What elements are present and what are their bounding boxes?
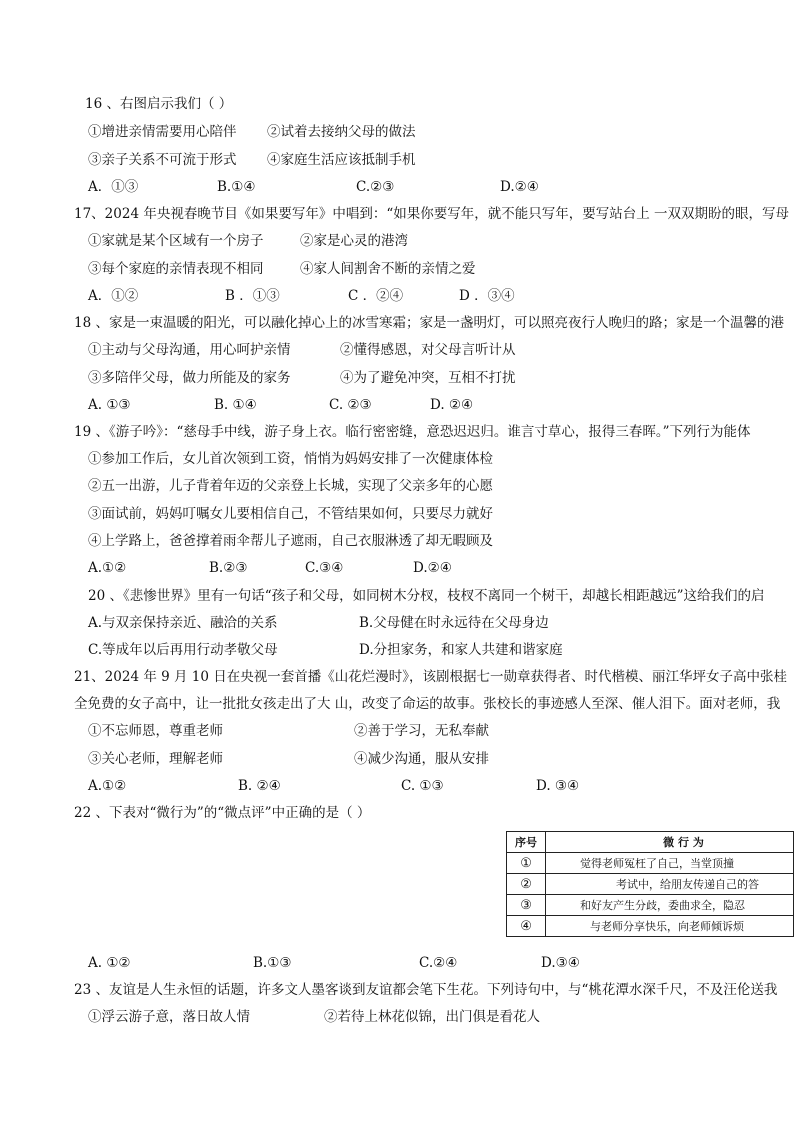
q21-choice-1: ①不忘师恩，尊重老师 [88,723,223,739]
question-19-stem: 19 、《游子吟》：“慈母手中线，游子身上衣。临行密密缝，意恐迟迟归。谁言寸草心，报得三春晖。”下列行为能体 [74,424,751,440]
table-header-row [507,832,794,853]
q19-choice-1: ①参加工作后，女儿首次领到工资，悄悄为妈妈安排了一次健康体检 [88,451,493,467]
q18-option-c: C. ②③ [329,397,372,413]
q17-choice-4: ④家人间割舍不断的亲情之爱 [300,261,476,277]
q23-choice-1: ①浮云游子意，落日故人情 [88,1009,250,1025]
table-cell-index: ④ [507,916,546,937]
q19-choice-3: ③面试前，妈妈叮嘱女儿要相信自己，不管结果如何，只要尽力就好 [88,506,493,522]
question-21-stem-line2: 全免费的女子高中，让一批批女孩走出了大 山，改变了命运的故事。张校长的事迹感人至深、催人泪下。面对老师，我 [74,696,781,712]
q17-choice-3: ③每个家庭的亲情表现不相同 [88,261,264,277]
q19-option-d: D.②④ [413,560,452,576]
q16-option-c: C.②③ [356,179,395,195]
q21-option-b: B. ②④ [238,778,281,794]
q20-option-c: C.等成年以后再用行动孝敬父母 [88,642,278,658]
behavior-table [506,831,794,937]
q21-option-d: D. ③④ [536,778,580,794]
table-row [507,874,794,895]
table-row [507,895,794,916]
q19-option-c: C.③④ [305,560,344,576]
q19-choice-4: ④上学路上，爸爸撑着雨伞帮儿子遮雨，自己衣服淋透了却无暇顾及 [88,533,493,549]
q22-option-a: A. ①② [88,955,131,971]
question-17-stem: 17、2024 年央视春晚节目《如果要写年》中唱到：“如果你要写年，就不能只写年，要写站台上 一双双期盼的眼，写母 [74,206,790,222]
q18-option-a: A. ①③ [88,397,131,413]
q18-option-b: B. ①④ [214,397,257,413]
table-header-behavior: 微 行 为 [546,832,794,853]
q17-option-b: B ．①③ [225,288,280,304]
question-23-stem: 23 、友谊是人生永恒的话题，许多文人墨客谈到友谊都会笔下生花。下列诗句中，与“桃花潭水深千尺，不及汪伦送我 [74,982,778,998]
table-cell-behavior: 与老师分享快乐，向老师倾诉烦 [546,916,794,937]
q18-choice-2: ②懂得感恩，对父母言听计从 [340,342,516,358]
q21-choice-4: ④减少沟通，服从安排 [354,751,489,767]
q21-choice-3: ③关心老师，理解老师 [88,751,223,767]
q22-option-c: C.②④ [419,955,458,971]
question-20-stem: 20 、《悲惨世界》里有一句话“孩子和父母，如同树木分杈，枝杈不离同一个树干，却越长相距越远”这给我们的启 [88,588,765,604]
q21-option-a: A.①② [88,778,127,794]
q21-choice-2: ②善于学习，无私奉献 [354,723,489,739]
q17-option-c: C ．②④ [348,288,404,304]
question-22-stem: 22 、下表对“微行为”的“微点评”中正确的是（ ） [74,805,371,821]
q18-choice-3: ③多陪伴父母，做力所能及的家务 [88,370,291,386]
q16-choice-4: ④家庭生活应该抵制手机 [267,152,416,168]
table-header-index: 序号 [507,832,546,853]
table-row [507,916,794,937]
question-16-stem: 16 、右图启示我们（ ） [85,96,233,112]
q17-choice-2: ②家是心灵的港湾 [300,233,408,249]
q19-option-b: B.②③ [209,560,248,576]
q18-choice-1: ①主动与父母沟通，用心呵护亲情 [88,342,291,358]
q17-choice-1: ①家就是某个区域有一个房子 [88,233,264,249]
question-21-stem-line1: 21、2024 年 9 月 10 日在央视一套首播《山花烂漫时》，该剧根据七一勋章获得者、时代楷模、丽江华坪女子高中张桂 [74,669,788,685]
q20-option-d: D.分担家务，和家人共建和谐家庭 [359,642,563,658]
table-cell-index: ③ [507,895,546,916]
table-cell-behavior: 和好友产生分歧，委曲求全，隐忍 [546,895,794,916]
q16-choice-2: ②试着去接纳父母的做法 [267,124,416,140]
q16-choice-1: ①增进亲情需要用心陪伴 [88,124,237,140]
table-cell-behavior: 觉得老师冤枉了自己，当堂顶撞 [546,853,794,874]
q20-option-a: A.与双亲保持亲近、融洽的关系 [88,615,278,631]
q22-option-b: B.①③ [253,955,292,971]
q19-option-a: A.①② [88,560,127,576]
q18-choice-4: ④为了避免冲突，互相不打扰 [340,370,516,386]
table-cell-behavior: 考试中，给朋友传递自己的答 [546,874,794,895]
q17-option-d: D ．③④ [459,288,515,304]
q16-option-b: B.①④ [217,179,256,195]
q21-option-c: C. ①③ [401,778,444,794]
q16-choice-3: ③亲子关系不可流于形式 [88,152,237,168]
q22-option-d: D.③④ [541,955,580,971]
q20-option-b: B.父母健在时永远待在父母身边 [359,615,549,631]
q16-option-a: A．①③ [88,179,139,195]
question-18-stem: 18 、家是一束温暖的阳光，可以融化掉心上的冰雪寒霜；家是一盏明灯，可以照亮夜行人晚归的路；家是一个温馨的港 [74,315,784,331]
table-cell-index: ② [507,874,546,895]
q19-choice-2: ②五一出游，儿子背着年迈的父亲登上长城，实现了父亲多年的心愿 [88,478,493,494]
q17-option-a: A．①② [88,288,139,304]
q23-choice-2: ②若待上林花似锦，出门俱是看花人 [324,1009,540,1025]
table-cell-index: ① [507,853,546,874]
table-row [507,853,794,874]
q18-option-d: D. ②④ [430,397,474,413]
q16-option-d: D.②④ [500,179,539,195]
